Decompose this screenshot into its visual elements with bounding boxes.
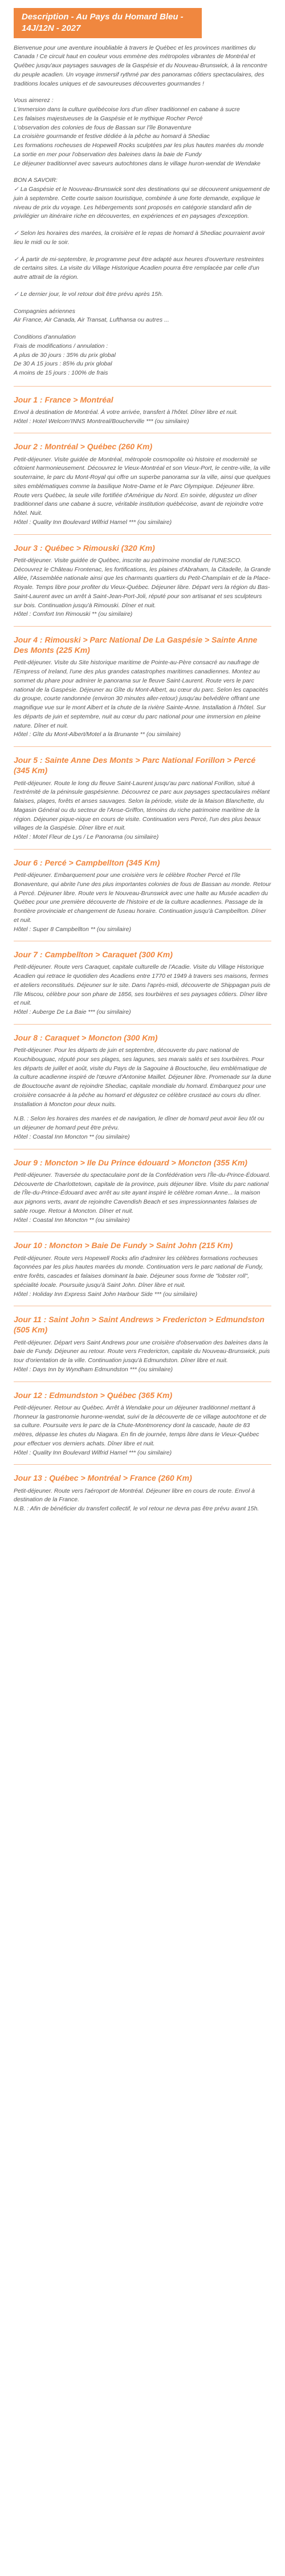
day-description: Petit-déjeuner. Traversée du spectaculaire pont de la Confédération vers l'Île-du-Prince-Édouard. Découverte de Charlottetown, capitale de la province, puis déjeuner libre. Visite du parc national de l'Île-du-Prince-Édouard avec arrêt au site ayant inspiré le célèbre roman Anne... la maison aux pignons verts, avant de rejoindre Cavendish Beach et ses impressionnantes falaises de sable rouge. Retour à Moncton. Dîner et nuit.	[14, 1171, 271, 1214]
day-description: Petit-déjeuner. Visite du Site historique maritime de Pointe-au-Père consacré au naufrage de l'Empress of Ireland, l'une des plus grandes catastrophes maritimes canadiennes. Montez au sommet du phare pour admirer le panorama sur le fleuve Saint-Laurent. Route vers le parc national de la Gaspésie. Déjeuner au Gîte du Mont-Albert, au cœur du parc. Selon les capacités du groupe, courte randonnée (environ 30 minutes aller-retour) jusqu'au belvédère offrant une magnifique vue sur le mont Albert et la chute de la rivière Sainte-Anne. Installation à l'hôtel. Sur les départs de juin et septembre, nuit au cœur du parc national pour une immersion en pleine nature. Dîner et nuit.	[14, 659, 268, 729]
day-title: Jour 12 : Edmundston > Québec (365 Km)	[14, 1390, 173, 1400]
itinerary-day	[14, 1314, 271, 1382]
day-title: Jour 4 : Rimouski > Parc National De La Gaspésie > Sainte Anne Des Monts (225 Km)	[14, 635, 258, 655]
day-description: Petit-déjeuner. Route le long du fleuve Saint-Laurent jusqu'au parc national Forillon, situé à l'extrémité de la péninsule gaspésienne. Découvrez ce parc aux paysages spectaculaires mêlant falaises, plages, forêts et anses sauvages. Selon la période, visite de la Maison Blanchette, du Magasin Général ou du secteur de l'Anse-Griffon, témoins du riche patrimoine maritime de la région. Déjeuner pique-nique en cours de visite. Continuation vers Percé, l'un des plus beaux villages de la Gaspésie. Dîner libre et nuit.	[14, 779, 270, 832]
airlines: Compagnies aériennes Air France, Air Canada, Air Transat, Lufthansa ou autres ...	[14, 307, 169, 324]
day-description: Petit-déjeuner. Route vers l'aéroport de Montréal. Déjeuner libre en cours de route. Envol à destination de la France. N.B. : Afin de bénéficier du transfert collectif, le vol retour ne devra pas être prévu avant 15h.	[14, 1487, 259, 1512]
good-to-know-tides: ✓ Selon les horaires des marées, la croisière et le repas de homard à Shediac pourraient avoir lieu le midi ou le soir.	[14, 230, 265, 246]
day-title: Jour 2 : Montréal > Québec (260 Km)	[14, 442, 153, 452]
intro-paragraph: Bienvenue pour une aventure inoubliable à travers le Québec et les provinces maritimes du Canada ! Ce circuit haut en couleur vous emmène des métropoles vibrantes de Montréal et Québec jusqu'aux paysages sauvages de la Gaspésie et du Nouveau-Brunswick, à la rencontre du peuple acadien. Un voyage immersif rythmé par des panoramas côtiers spectaculaires, des traditions locales uniques et de savoureuses découvertes gourmandes !	[14, 44, 268, 87]
day-hotel: Hôtel : Quality Inn Boulevard Wilfrid Hamel *** (ou similaire)	[14, 518, 172, 526]
day-title: Jour 6 : Percé > Campbellton (345 Km)	[14, 858, 160, 867]
day-title: Jour 1 : France > Montréal	[14, 395, 113, 404]
page-title: Description - Au Pays du Homard Bleu - 14J/12N - 2027	[14, 8, 202, 38]
highlights-list: Vous aimerez : L'immersion dans la culture québécoise lors d'un dîner traditionnel en cabane à sucre Les falaises majestueuses de la Gaspésie et le mythique Rocher Percé L'observation des colonies de fous de Bassan sur l'île Bonaventure La croisière gourmande et festive dédiée à la pêche au homard à Shediac Les formations rocheuses de Hopewell Rocks sculptées par les plus hautes marées du monde La sortie en mer pour l'observation des baleines dans la baie de Fundy Le déjeuner traditionnel avec saveurs autochtones dans le village huron-wendat de Wendake	[14, 97, 264, 167]
day-hotel: Hôtel : Quality Inn Boulevard Wilfrid Hamel *** (ou similaire)	[14, 1449, 172, 1456]
good-to-know-return-flight: ✓ Le dernier jour, le vol retour doit être prévu après 15h.	[14, 290, 164, 298]
divider	[14, 386, 271, 387]
day-hotel: Hôtel : Auberge De La Baie *** (ou similaire)	[14, 1009, 131, 1016]
divider	[14, 1024, 271, 1025]
divider	[14, 849, 271, 850]
day-title: Jour 9 : Moncton > Ile Du Prince édouard > Moncton (355 Km)	[14, 1157, 247, 1167]
day-title: Jour 7 : Campbellton > Caraquet (300 Km)	[14, 950, 173, 960]
itinerary-day	[14, 635, 271, 747]
itinerary	[14, 386, 271, 1514]
itinerary-day	[14, 395, 271, 434]
day-title: Jour 3 : Québec > Rimouski (320 Km)	[14, 543, 155, 552]
day-hotel: Hôtel : Holiday Inn Express Saint John Harbour Side *** (ou similaire)	[14, 1290, 198, 1298]
day-description: Envol à destination de Montréal. À votre arrivée, transfert à l'hôtel. Dîner libre et nuit.	[14, 408, 238, 416]
itinerary-day	[14, 1240, 271, 1306]
itinerary-day	[14, 1033, 271, 1149]
day-description: Petit-déjeuner. Visite guidée de Montréal, métropole cosmopolite où histoire et modernité se côtoient harmonieusement. Découvrez le Vieux-Montréal et son Vieux-Port, le centre-ville, la ville souterraine, le parc du Mont-Royal qui offre un superbe panorama sur la ville, ainsi que quelques sites emblématiques comme la basilique Notre-Dame et le Parc Olympique. Déjeuner libre. Route vers Québec, la seule ville fortifiée d'Amérique du Nord. En soirée, dégustez un dîner traditionnel dans une cabane à sucre, véritable institution québécoise, avant de rejoindre votre hôtel. Nuit.	[14, 456, 271, 517]
divider	[14, 626, 271, 627]
day-title: Jour 13 : Québec > Montréal > France (260 Km)	[14, 1473, 192, 1483]
itinerary-day	[14, 949, 271, 1025]
itinerary-day	[14, 386, 271, 387]
day-hotel: N.B. : Selon les horaires des marées et de navigation, le dîner de homard peut avoir lieu tôt ou un déjeuner de homard peut être prévu. Hôtel : Coastal Inn Moncton ** (ou similaire)	[14, 1115, 264, 1140]
day-hotel: Hôtel : Motel Fleur de Lys / Le Panorama (ou similaire)	[14, 834, 159, 841]
intro-section	[14, 44, 271, 378]
day-hotel: Hôtel : Super 8 Campbellton ** (ou similaire)	[14, 925, 132, 933]
good-to-know-september: ✓ À partir de mi-septembre, le programme peut être adapté aux heures d'ouverture restreintes de certains sites. La visite du Village Historique Acadien pourra être remplacée par celle d'un autre attrait de la région.	[14, 255, 264, 281]
divider	[14, 1464, 271, 1465]
day-description: Petit-déjeuner. Visite guidée de Québec, inscrite au patrimoine mondial de l'UNESCO. Découvrez le Château Frontenac, les fortifications, les plaines d'Abraham, la Citadelle, la Grande Allée, l'Assemblée nationale ainsi que les charmants quartiers du Petit-Champlain et de la Place-Royale. Temps libre pour profiter du Vieux-Québec. Déjeuner libre. Départ vers la région du Bas-Saint-Laurent avec un arrêt à Saint-Jean-Port-Joli, réputé pour son artisanat et ses sculpteurs sur bois. Continuation jusqu'à Rimouski. Dîner et nuit.	[14, 556, 271, 609]
day-hotel: Hôtel : Gîte du Mont-Albert/Motel a la Brunante ** (ou similaire)	[14, 731, 181, 738]
day-hotel: Hôtel : Days Inn by Wyndham Edmundston *** (ou similaire)	[14, 1366, 173, 1373]
day-description: Petit-déjeuner. Pour les départs de juin et septembre, découverte du parc national de Kouchibouguac, réputé pour ses plages, ses lagunes, ses marais salés et ses tourbières. Pour les départs de juillet et août, visite du Pays de la Sagouine à Bouctouche, lieu emblématique de la culture acadienne inspiré de l'œuvre d'Antonine Maillet. Déjeuner libre. Promenade sur la dune de Bouctouche avant de rejoindre Shediac, capitale mondiale du homard. Embarquez pour une croisière consacrée à la pêche au homard et dégustez ce célèbre crustacé au cours du dîner. Installation à Moncton pour deux nuits.	[14, 1047, 271, 1108]
day-title: Jour 11 : Saint John > Saint Andrews > Fredericton > Edmundston (505 Km)	[14, 1315, 264, 1335]
itinerary-day	[14, 441, 271, 534]
day-description: Petit-déjeuner. Départ vers Saint Andrews pour une croisière d'observation des baleines dans la baie de Fundy. Déjeuner au retour. Route vers Fredericton, capitale du Nouveau-Brunswick, puis tour d'orientation de la ville. Continuation jusqu'à Edmundston. Dîner libre et nuit.	[14, 1339, 270, 1364]
day-hotel: Hôtel : Coastal Inn Moncton ** (ou similaire)	[14, 1216, 130, 1224]
itinerary-day	[14, 1473, 271, 1513]
divider	[14, 534, 271, 535]
itinerary-day	[14, 858, 271, 941]
divider	[14, 746, 271, 747]
day-description: Petit-déjeuner. Retour au Québec. Arrêt à Wendake pour un déjeuner traditionnel mettant à l'honneur la gastronomie huronne-wendat, suivi de la découverte de ce village autochtone et de sa culture. Poursuite vers le parc de la Chute-Montmorency dont la cascade, haute de 83 mètres, dépasse les chutes du Niagara. En fin de journée, temps libre dans le Vieux-Québec pour effectuer vos derniers achats. Dîner libre et nuit.	[14, 1404, 267, 1447]
itinerary-day	[14, 1390, 271, 1465]
day-title: Jour 10 : Moncton > Baie De Fundy > Saint John (215 Km)	[14, 1241, 233, 1250]
day-description: Petit-déjeuner. Embarquement pour une croisière vers le célèbre Rocher Percé et l'île Bonaventure, qui abrite l'une des plus importantes colonies de fous de Bassan au monde. Retour à Percé. Déjeuner libre. Route vers le Nouveau-Brunswick avec une halte au Musée acadien du Québec pour une première découverte de l'histoire et de la culture acadiennes. Passage de la frontière provinciale et changement de fuseau horaire. Continuation jusqu'à Campbellton. Dîner et nuit.	[14, 872, 271, 924]
itinerary-day	[14, 1157, 271, 1233]
day-hotel: Hôtel : Comfort Inn Rimouski ** (ou similaire)	[14, 611, 133, 618]
day-title: Jour 5 : Sainte Anne Des Monts > Parc National Forillon > Percé (345 Km)	[14, 755, 256, 775]
itinerary-day	[14, 543, 271, 627]
itinerary-day	[14, 755, 271, 850]
cancellation-conditions: Conditions d'annulation Frais de modifications / annulation : A plus de 30 jours : 35% du prix global De 30 A 15 jours : 85% du prix global A moins de 15 jours : 100% de frais	[14, 334, 116, 376]
day-title: Jour 8 : Caraquet > Moncton (300 Km)	[14, 1033, 158, 1042]
day-hotel: Hôtel : Hotel Welcom'INNS Montreal/Boucherville *** (ou similaire)	[14, 417, 189, 425]
day-description: Petit-déjeuner. Route vers Hopewell Rocks afin d'admirer les célèbres formations rocheuses façonnées par les plus hautes marées du monde. Continuation vers le parc national de Fundy, entre forêts, cascades et falaises dominant la baie. Déjeuner sous forme de "lobster roll", spécialité locale. Poursuite jusqu'à Saint John. Dîner libre et nuit.	[14, 1254, 263, 1289]
day-description: Petit-déjeuner. Route vers Caraquet, capitale culturelle de l'Acadie. Visite du Village Historique Acadien qui retrace le quotidien des Acadiens entre 1770 et 1949 à travers ses maisons, fermes et ateliers reconstitués. Déjeuner sur le site. Dans l'après-midi, découverte de Shippagan puis de l'île Miscou, célèbre pour son phare de 1856, ses tourbières et ses paysages côtiers. Dîner libre et nuit.	[14, 964, 271, 1007]
good-to-know: BON A SAVOIR: ✓ La Gaspésie et le Nouveau-Brunswick sont des destinations qui se découvrent uniquement de juin à septembre. Cette courte saison touristique, combinée à une forte demande, explique le niveau de prix du voyage. Les hébergements sont proposés en catégorie standard afin de privilégier un itinéraire riche en découvertes, en expériences et en paysages d'exception.	[14, 177, 270, 220]
